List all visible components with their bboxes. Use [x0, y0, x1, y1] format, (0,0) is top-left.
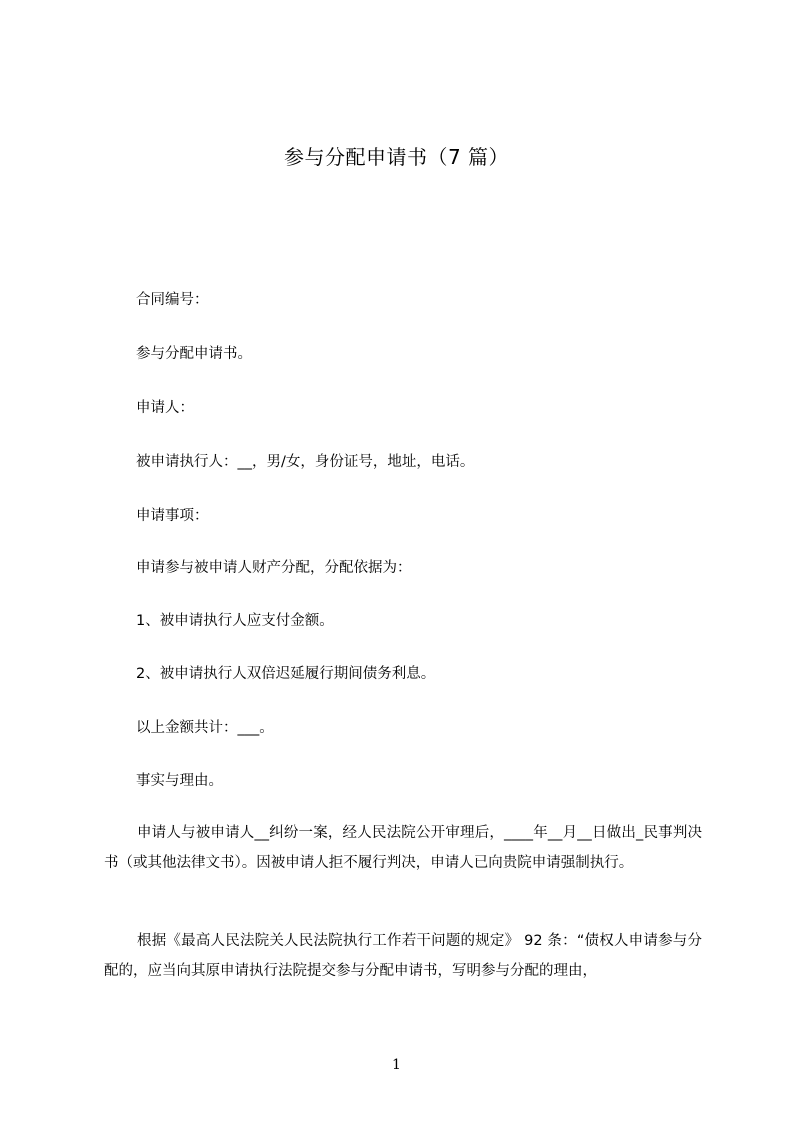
- paragraph-facts-body: 申请人与被申请人__纠纷一案，经人民法院公开审理后，____年__月__日做出_民事判决书（或其他法律文书）。因被申请人拒不履行判决，申请人已向贵院申请强制执行。: [104, 825, 702, 871]
- paragraph-facts-heading: 事实与理由。: [136, 773, 223, 789]
- paragraph-respondent: 被申请执行人：__，男/女，身份证号，地址，电话。: [136, 454, 475, 470]
- paragraph-request-basis: 申请参与被申请人财产分配，分配依据为：: [136, 560, 412, 576]
- document-title: 参与分配申请书（7 篇）: [283, 145, 510, 169]
- paragraph-contract-number: 合同编号：: [136, 292, 209, 308]
- paragraph-item-2: 2、被申请执行人双倍迟延履行期间债务利息。: [136, 666, 436, 682]
- paragraph-total: 以上金额共计：___。: [136, 720, 274, 736]
- page-number: 1: [392, 1057, 401, 1073]
- paragraph-applicant: 申请人：: [136, 400, 194, 416]
- paragraph-request-items: 申请事项：: [136, 508, 209, 524]
- paragraph-item-1: 1、被申请执行人应支付金额。: [136, 613, 334, 629]
- paragraph-legal-basis: 根据《最高人民法院关人民法院执行工作若干问题的规定》 92 条：“债权人申请参与分配的，应当向其原申请执行法院提交参与分配申请书，写明参与分配的理由，: [104, 933, 702, 979]
- paragraph-heading: 参与分配申请书。: [136, 346, 252, 362]
